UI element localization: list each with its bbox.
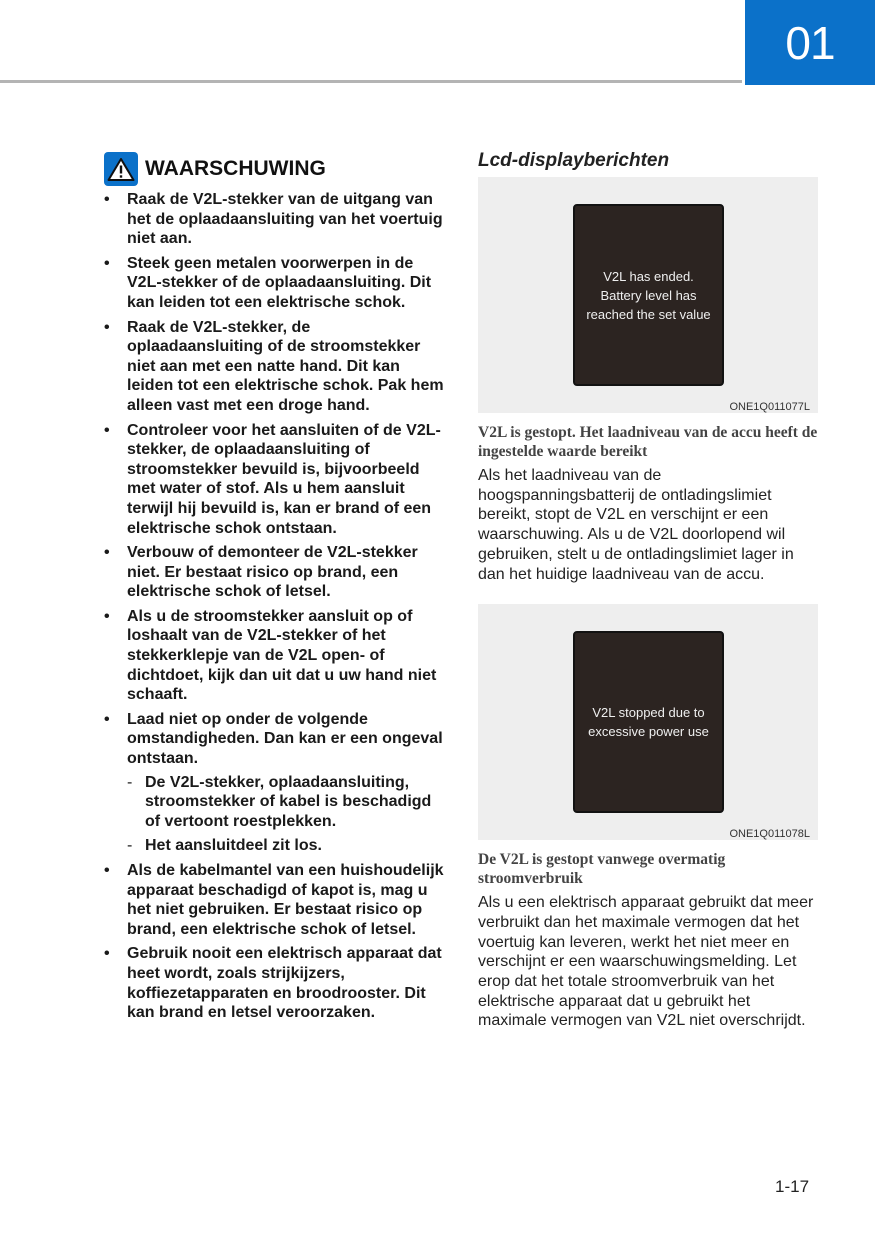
warning-list — [104, 190, 449, 1023]
warning-triangle-icon — [104, 152, 138, 186]
warning-block — [104, 152, 449, 1028]
warning-item: • Controleer voor het aansluiten of de V2L-stekker, de oplaadaansluiting of stroomstekker bevuild is, bijvoorbeeld met water of stof. Als u hem aansluit terwijl hij bevuild is, kan er brand of een elektrische schok ontstaan. — [104, 421, 441, 537]
figure-caption: De V2L is gestopt vanwege overmatig stroomverbruik — [478, 851, 726, 888]
page-number: 1-17 — [775, 1177, 810, 1196]
warning-item: • Als de kabelmantel van een huishoudelijk apparaat beschadigd of kapot is, mag u het niet gebruiken. Er bestaat risico op brand, een elektrische schok of letsel. — [104, 862, 444, 938]
warning-header — [104, 152, 449, 186]
warning-title: WAARSCHUWING — [145, 157, 326, 180]
figure-code: ONE1Q011078L — [729, 828, 810, 841]
lcd-figure-1 — [478, 177, 818, 413]
lcd-figure-2 — [478, 604, 818, 840]
lcd-messages-section — [478, 150, 820, 1031]
warning-subitem: - Het aansluitdeel zit los. — [127, 837, 322, 855]
body-paragraph: Als het laadniveau van de hoogspanningsbatterij de ontladingslimiet bereikt, stopt de V2L en verschijnt er een waarschuwing. Als u de V2L doorlopend wil gebruiken, stelt u de ontladingslimiet lager in dan het huidige laadniveau van de accu. — [478, 467, 794, 583]
warning-item: • Als u de stroomstekker aansluit op of loshaalt van de V2L-stekker of het stekkerklepje van de V2L open- of dichtdoet, kijk dan uit dat u uw hand niet schaaft. — [104, 607, 437, 704]
warning-sublist — [127, 773, 449, 856]
warning-item: • Raak de V2L-stekker van de uitgang van het de oplaadaansluiting van het voertuig niet aan. — [104, 191, 443, 248]
lcd-screen-message: V2L stopped due to excessive power use — [573, 631, 724, 813]
chapter-tab: 01 — [745, 0, 875, 85]
lcd-screen-message: V2L has ended. Battery level has reached the set value — [573, 204, 724, 386]
warning-item: • Laad niet op onder de volgende omstandigheden. Dan kan er een ongeval ontstaan. - De V2L-stekker, oplaadaansluiting, stroomstekker of kabel is beschadigd of vertoont roestplekken. - Het aansluitdeel zit los. — [104, 710, 449, 856]
header-rule — [0, 80, 742, 83]
section-title: Lcd-displayberichten — [478, 150, 670, 171]
figure-caption: V2L is gestopt. Het laadniveau van de accu heeft de ingestelde waarde bereikt — [478, 424, 818, 460]
warning-item: • Steek geen metalen voorwerpen in de V2L-stekker of de oplaadaansluiting. Dit kan leiden tot een elektrische schok. — [104, 254, 432, 311]
warning-item: • Gebruik nooit een elektrisch apparaat dat heet wordt, zoals strijkijzers, koffiezetapparaten en broodrooster. Dit kan brand en letsel veroorzaken. — [104, 945, 442, 1022]
warning-item: • Raak de V2L-stekker, de oplaadaansluiting of de stroomstekker niet aan met een natte hand. Dit kan leiden tot een elektrische schok. Pak hem alleen vast met een droge hand. — [104, 318, 444, 414]
warning-subitem: - De V2L-stekker, oplaadaansluiting, stroomstekker of kabel is beschadigd of vertoont roestplekken. — [127, 773, 432, 830]
warning-item: • Verbouw of demonteer de V2L-stekker niet. Er bestaat risico op brand, een elektrische schok of letsel. — [104, 544, 418, 601]
figure-code: ONE1Q011077L — [729, 401, 810, 413]
body-paragraph: Als u een elektrisch apparaat gebruikt dat meer verbruikt dan het maximale vermogen dat het voertuig kan leveren, werkt het niet meer en verschijnt er een waarschuwingsmelding. Let erop dat het totale stroomverbruik van het elektrische apparaat dat u gebruikt het maximale vermogen van V2L niet overschrijdt. — [478, 894, 814, 1030]
